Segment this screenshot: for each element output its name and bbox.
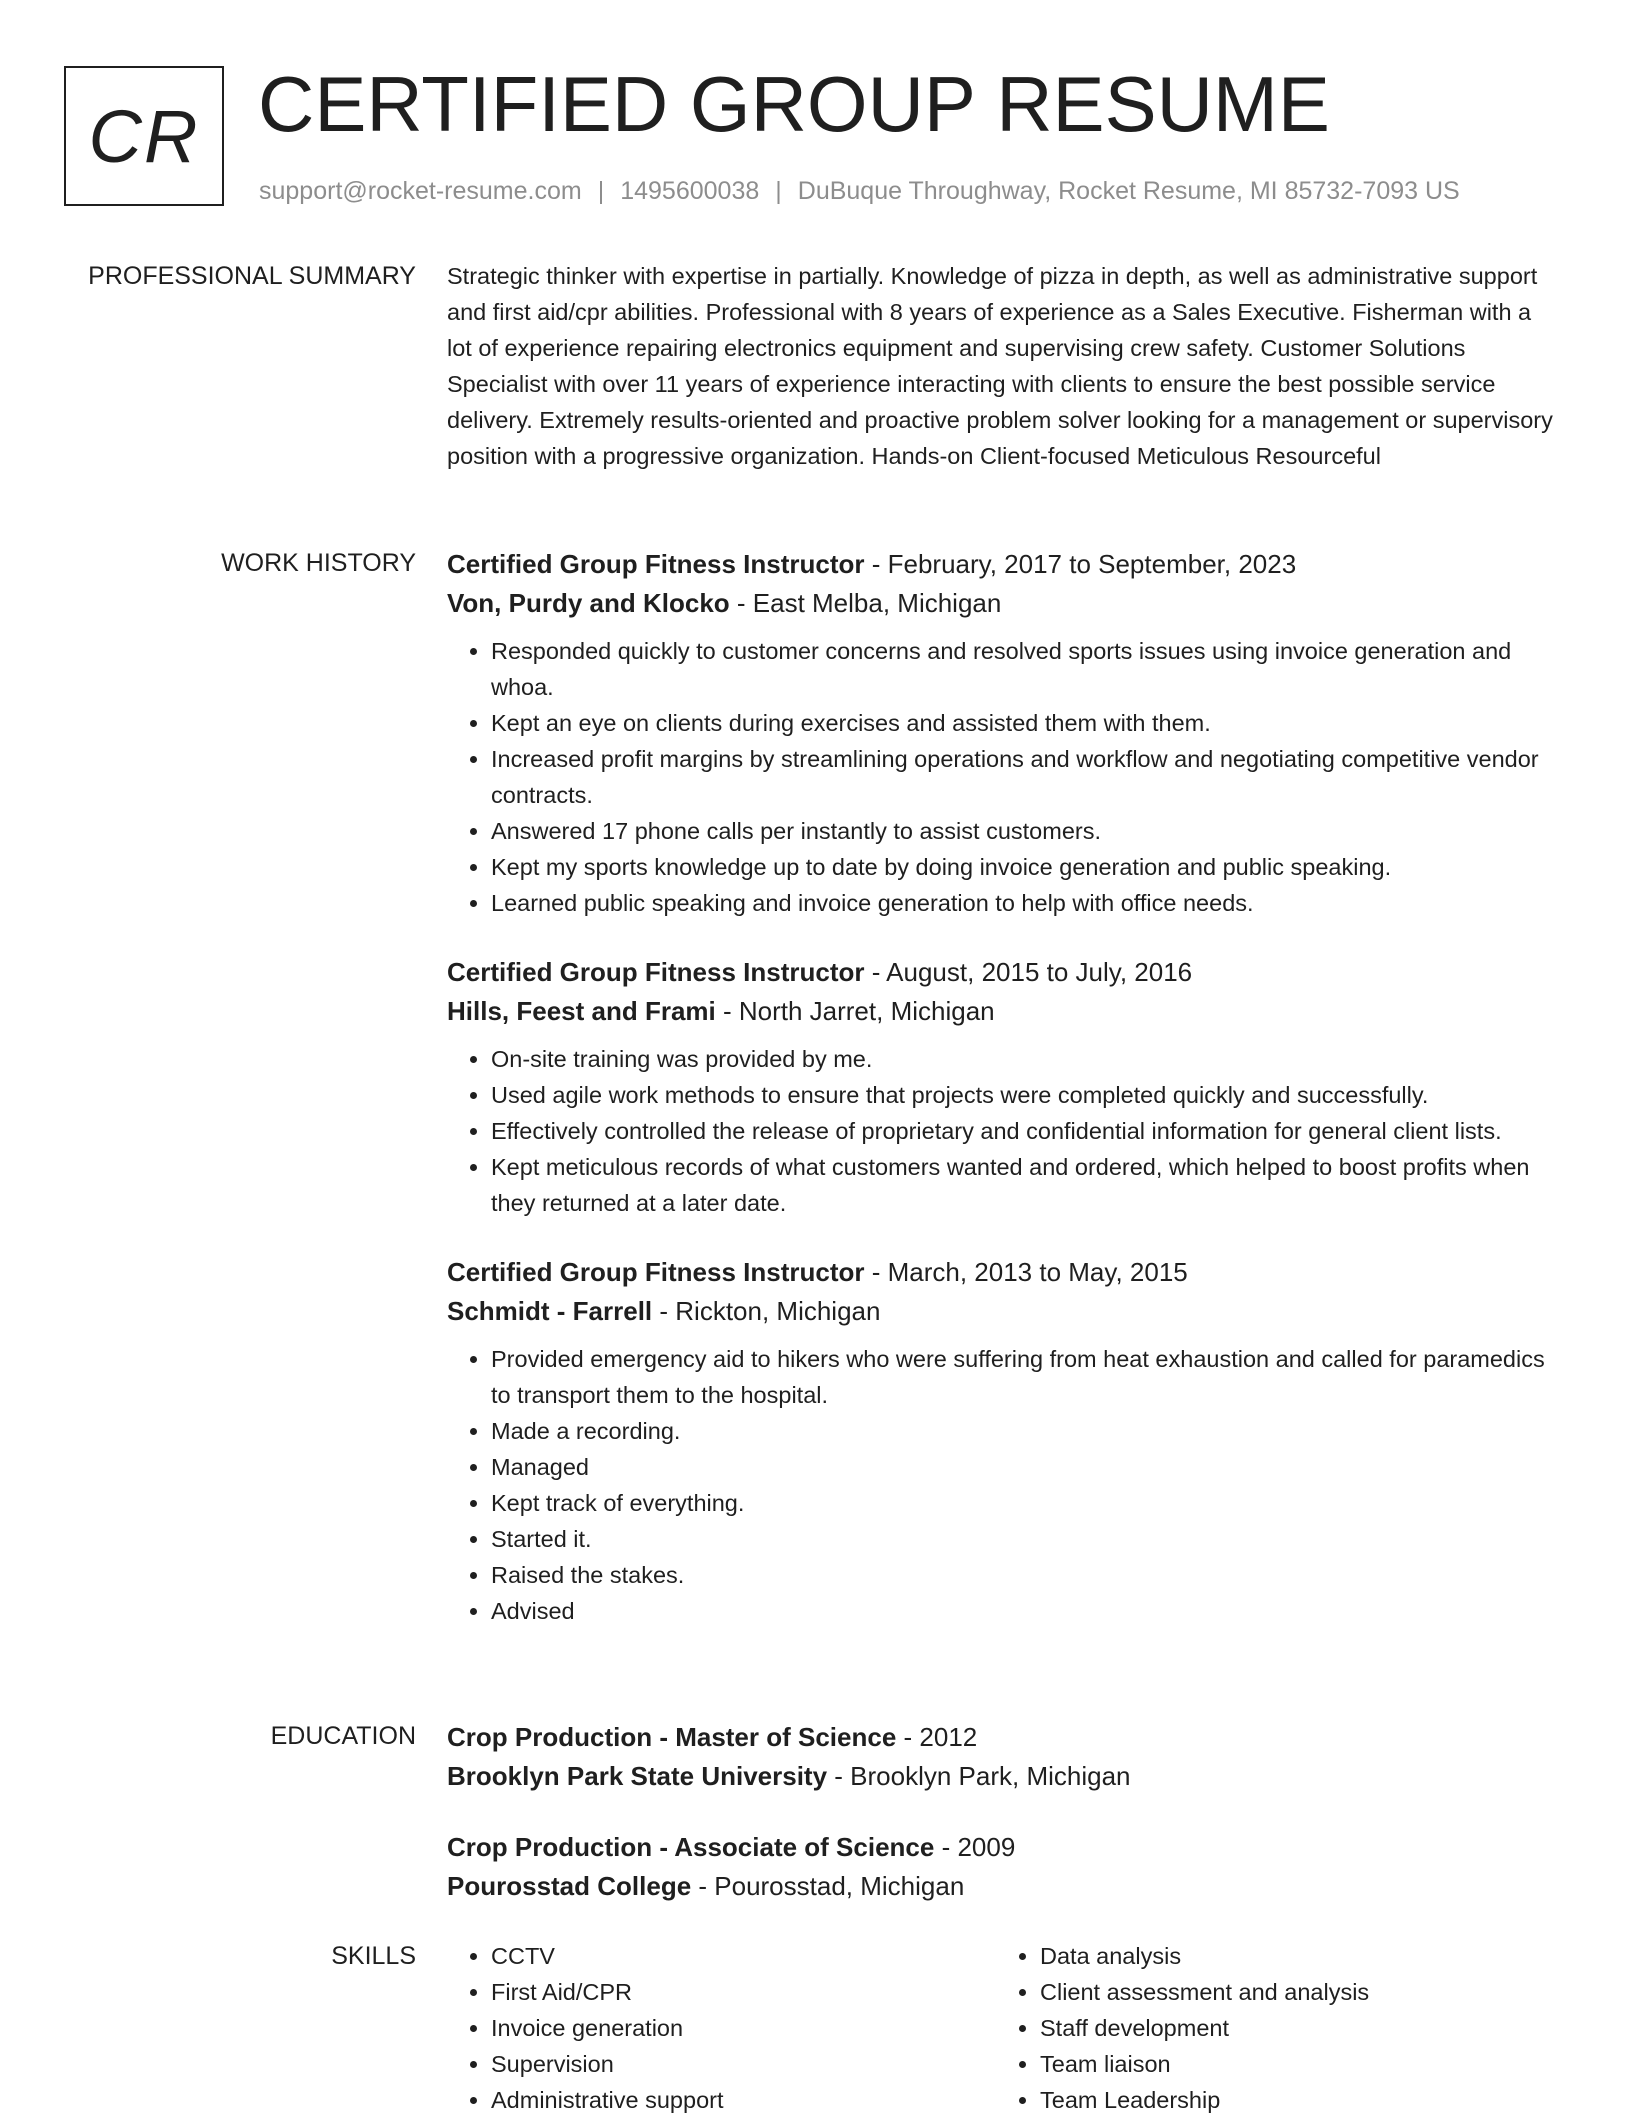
skill-item: • Team liaison	[1040, 2046, 1545, 2082]
job-title: Certified Group Fitness Instructor	[447, 957, 865, 987]
skills-heading: SKILLS	[331, 1942, 416, 1970]
education-entry	[447, 1828, 1557, 1906]
job-title: Certified Group Fitness Instructor	[447, 1257, 865, 1287]
list-item: • Kept an eye on clients during exercises and assisted them with them.	[491, 705, 1557, 741]
job-dates: - March, 2013 to May, 2015	[864, 1257, 1188, 1287]
degree-year: - 2009	[934, 1832, 1016, 1862]
degree-line	[447, 1718, 1557, 1757]
contact-separator: |	[775, 177, 782, 205]
degree-name: Crop Production - Master of Science	[447, 1722, 897, 1752]
job-bullets	[447, 633, 1557, 921]
job-bullets	[447, 1341, 1557, 1629]
contact-separator: |	[597, 177, 605, 205]
list-item: • Provided emergency aid to hikers who were suffering from heat exhaustion and called for paramedics to transport them to the hospital.	[491, 1341, 1557, 1413]
list-item: • Increased profit margins by streamlining operations and workflow and negotiating competitive vendor contracts.	[491, 741, 1557, 813]
skill-item: • Invoice generation	[491, 2010, 996, 2046]
job-location: - North Jarret, Michigan	[715, 996, 995, 1026]
list-item: • Used agile work methods to ensure that projects were completed quickly and successfully.	[491, 1077, 1557, 1113]
education-entry	[447, 1718, 1557, 1796]
contact-phone: 1495600038	[620, 177, 760, 205]
job-role-line	[447, 545, 1557, 584]
degree-year: - 2012	[896, 1722, 978, 1752]
school-location: - Brooklyn Park, Michigan	[827, 1761, 1131, 1791]
work-history-body	[447, 545, 1557, 1661]
job-company-line	[447, 584, 1557, 623]
job-title: Certified Group Fitness Instructor	[447, 549, 865, 579]
skill-item: • First Aid/CPR	[491, 1974, 996, 2010]
job-role-line	[447, 1253, 1557, 1292]
list-item: • On-site training was provided by me.	[491, 1041, 1557, 1077]
contact-address: DuBuque Throughway, Rocket Resume, MI 85732-7093 US	[797, 177, 1460, 205]
job-dates: - February, 2017 to September, 2023	[864, 549, 1297, 579]
list-item: • Effectively controlled the release of proprietary and confidential information for general client lists.	[491, 1113, 1557, 1149]
job-role-line	[447, 953, 1557, 992]
job-company-line	[447, 992, 1557, 1031]
list-item: • Kept track of everything.	[491, 1485, 1557, 1521]
job-dates: - August, 2015 to July, 2016	[864, 957, 1193, 987]
list-item: • Responded quickly to customer concerns and resolved sports issues using invoice generation and whoa.	[491, 633, 1557, 705]
job-company: Schmidt - Farrell	[447, 1296, 653, 1326]
school-name: Brooklyn Park State University	[447, 1761, 828, 1791]
job-entry	[447, 953, 1557, 1221]
job-company: Hills, Feest and Frami	[447, 996, 716, 1026]
list-item: • Kept meticulous records of what customers wanted and ordered, which helped to boost profits when they returned at a later date.	[491, 1149, 1557, 1221]
list-item: • Managed	[491, 1449, 1557, 1485]
contact-line	[259, 174, 1460, 208]
skill-item: • Administrative support	[491, 2082, 996, 2118]
skill-item: • CCTV	[491, 1938, 996, 1974]
job-location: - East Melba, Michigan	[729, 588, 1002, 618]
degree-name: Crop Production - Associate of Science	[447, 1832, 935, 1862]
job-bullets	[447, 1041, 1557, 1221]
work-history-heading: WORK HISTORY	[221, 549, 416, 577]
job-entry	[447, 1253, 1557, 1629]
summary-text: Strategic thinker with expertise in partially. Knowledge of pizza in depth, as well as administrative support and first aid/cpr abilities. Professional with 8 years of experience as a Sales Executive. Fisherman with a lot of experience repairing electronics equipment and supervising crew safety. Customer Solutions Specialist with over 11 years of experience interacting with clients to ensure the best possible service delivery. Extremely results-oriented and proactive problem solver looking for a management or supervisory position with a progressive organization. Hands-on Client-focused Meticulous Resourceful	[447, 263, 1553, 469]
skills-list-left	[447, 1938, 996, 2118]
summary-body	[447, 258, 1557, 474]
list-item: • Raised the stakes.	[491, 1557, 1557, 1593]
skill-item: • Team Leadership	[1040, 2082, 1545, 2118]
list-item: • Started it.	[491, 1521, 1557, 1557]
list-item: • Made a recording.	[491, 1413, 1557, 1449]
school-line	[447, 1757, 1557, 1796]
list-item: • Advised	[491, 1593, 1557, 1629]
monogram-box	[64, 66, 224, 206]
skill-item: • Staff development	[1040, 2010, 1545, 2046]
contact-email: support@rocket-resume.com	[259, 177, 582, 205]
list-item: • Answered 17 phone calls per instantly to assist customers.	[491, 813, 1557, 849]
list-item: • Learned public speaking and invoice generation to help with office needs.	[491, 885, 1557, 921]
job-location: - Rickton, Michigan	[652, 1296, 881, 1326]
education-body	[447, 1718, 1557, 1938]
education-heading: EDUCATION	[270, 1722, 416, 1750]
degree-line	[447, 1828, 1557, 1867]
job-company: Von, Purdy and Klocko	[447, 588, 730, 618]
summary-heading: PROFESSIONAL SUMMARY	[88, 262, 416, 290]
job-company-line	[447, 1292, 1557, 1331]
skill-item: • Data analysis	[1040, 1938, 1545, 1974]
list-item: • Kept my sports knowledge up to date by doing invoice generation and public speaking.	[491, 849, 1557, 885]
school-line	[447, 1867, 1557, 1906]
school-location: - Pourosstad, Michigan	[691, 1871, 965, 1901]
skills-body	[447, 1938, 1557, 2118]
school-name: Pourosstad College	[447, 1871, 692, 1901]
job-entry	[447, 545, 1557, 921]
monogram-initials: CR	[88, 94, 200, 178]
skill-item: • Client assessment and analysis	[1040, 1974, 1545, 2010]
skills-list-right	[996, 1938, 1545, 2118]
skill-item: • Supervision	[491, 2046, 996, 2082]
resume-name: CERTIFIED GROUP RESUME	[258, 60, 1330, 148]
